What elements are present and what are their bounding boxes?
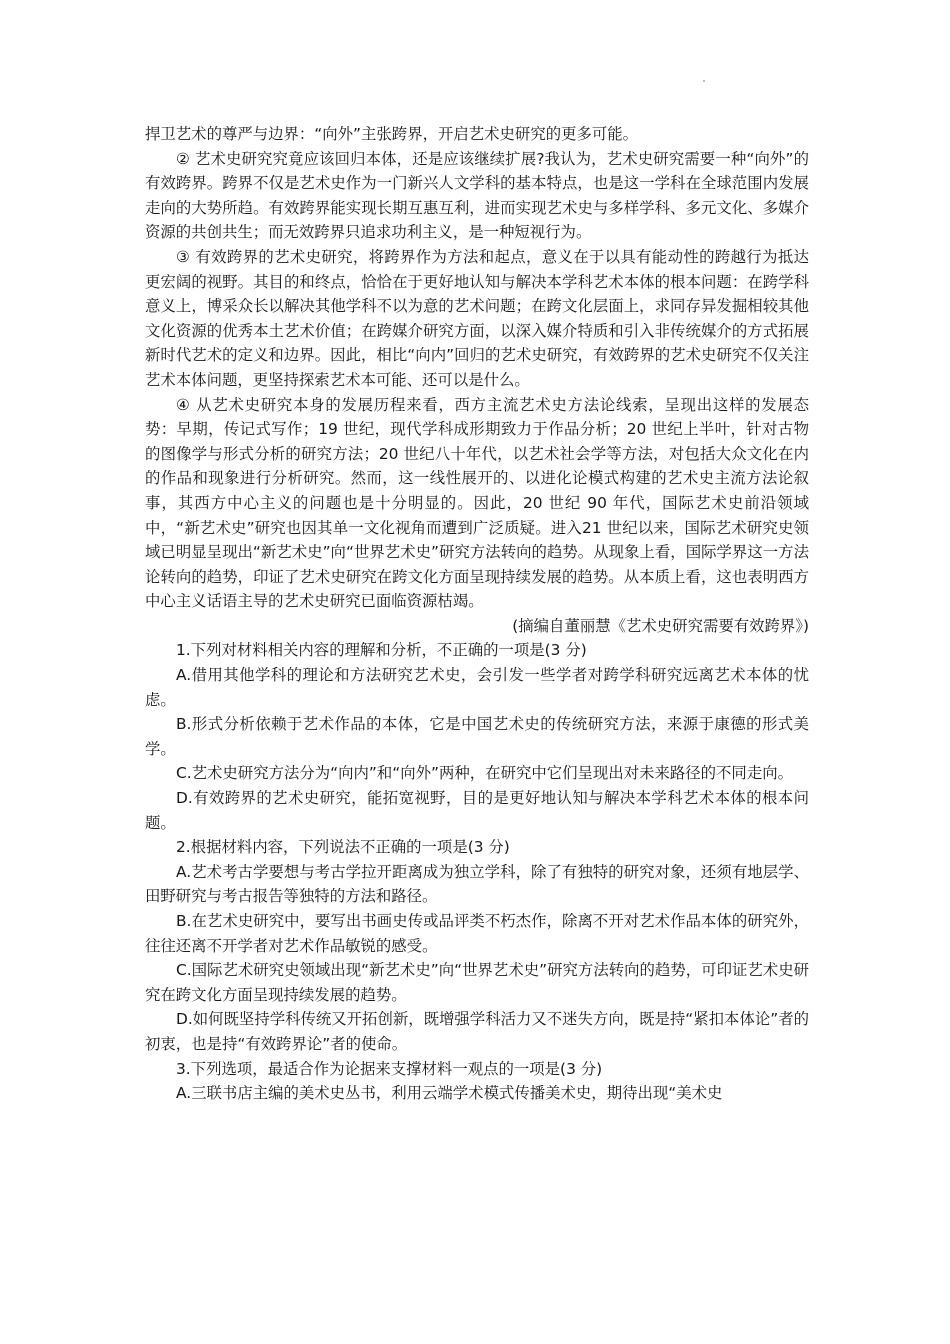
q2-option-a: A.艺术考古学要想与考古学拉开距离成为独立学科，除了有独特的研究对象，还须有地层学、田野研究与考古报告等独特的方法和路径。 (145, 862, 809, 906)
paragraph-intro-end: 捍卫艺术的尊严与边界：“向外”主张跨界，开启艺术史研究的更多可能。 (145, 125, 639, 143)
q2-option-d: D.如何既坚持学科传统又开拓创新，既增强学科活力又不迷失方向，既是持“紧扣本体论”者的初衷，也是持“有效跨界论”者的使命。 (145, 1010, 809, 1053)
corner-mark (703, 80, 705, 82)
q2-option-c: C.国际艺术研究史领域出现“新艺术史”向“世界艺术史”研究方法转向的趋势，可印证艺术史研究在跨文化方面呈现持续发展的趋势。 (145, 961, 809, 1004)
source-citation: (摘编自董丽慧《艺术史研究需要有效跨界》) (512, 616, 809, 635)
paragraph-4: ④ 从艺术史研究本身的发展历程来看，西方主流艺术史方法论线索，呈现出这样的发展态势：早期，传记式写作；19 世纪，现代学科成形期致力于作品分析；20 世纪上半叶，针对古物的图像学与形式分析的研究方法；20 世纪八十年代，以艺术社会学等方法，对包括大众文化在内的作品和现象进行分析研究。然而，这一线性展开的、以进化论模式构建的艺术史主流方法论叙事，其西方中心主义的问题也是十分明显的。因此，20 世纪 90 年代，国际艺术史前沿领域中，“新艺术史”研究也因其单一文化视角而遭到广泛质疑。进入21 世纪以来，国际艺术研究史领域已明显呈现出“新艺术史”向“世界艺术史”研究方法转向的趋势。从现象上看，国际学界这一方法论转向的趋势，印证了艺术史研究在跨文化方面呈现持续发展的趋势。从本质上看，这也表明西方中心主义话语主导的艺术史研究已面临资源枯竭。 (145, 395, 809, 611)
q1-option-c: C.艺术史研究方法分为“向内”和“向外”两种，在研究中它们呈现出对未来路径的不同走向。 (176, 764, 793, 783)
question-3: 3.下列选项，最适合作为论据来支撑材料一观点的一项是(3 分) (176, 1059, 603, 1078)
q2-option-b: B.在艺术史研究中，要写出书画史传或品评类不朽杰作，除离不开对艺术作品本体的研究外，往往还离不开学者对艺术作品敏锐的感受。 (145, 912, 809, 955)
q3-option-a: A.三联书店主编的美术史丛书，利用云端学术模式传播美术史，期待出现“美术史 (176, 1084, 723, 1103)
question-2: 2.根据材料内容，下列说法不正确的一项是(3 分) (176, 838, 510, 857)
question-1: 1.下列对材料相关内容的理解和分析，不正确的一项是(3 分) (176, 641, 587, 660)
text-body (145, 122, 809, 1106)
q1-option-d: D.有效跨界的艺术史研究，能拓宽视野，目的是更好地认知与解决本学科艺术本体的根本问题。 (145, 789, 809, 832)
q1-option-b: B.形式分析依赖于艺术作品的本体，它是中国艺术史的传统研究方法，来源于康德的形式美学。 (145, 715, 809, 758)
q1-option-a: A.借用其他学科的理论和方法研究艺术史，会引发一些学者对跨学科研究远离艺术本体的忧虑。 (145, 666, 809, 709)
paragraph-2: ② 艺术史研究究竟应该回归本体，还是应该继续扩展?我认为，艺术史研究需要一种“向外”的有效跨界。跨界不仅是艺术史作为一门新兴人文学科的基本特点，也是这一学科在全球范围内发展走向的大势所趋。有效跨界能实现长期互惠互利，进而实现艺术史与多样学科、多元文化、多媒介资源的共创共生；而无效跨界只追求功利主义，是一种短视行为。 (145, 149, 809, 242)
paragraph-3: ③ 有效跨界的艺术史研究，将跨界作为方法和起点，意义在于以具有能动性的跨越行为抵达更宏阔的视野。其目的和终点，恰恰在于更好地认知与解决本学科艺术本体的根本问题：在跨学科意义上，博采众长以解决其他学科不以为意的艺术问题；在跨文化层面上，求同存异发掘相较其他文化资源的优秀本土艺术价值；在跨媒介研究方面，以深入媒介特质和引入非传统媒介的方式拓展新时代艺术的定义和边界。因此，相比“向内”回归的艺术史研究，有效跨界的艺术史研究不仅关注艺术本体问题，更坚持探索艺术本可能、还可以是什么。 (145, 247, 809, 389)
